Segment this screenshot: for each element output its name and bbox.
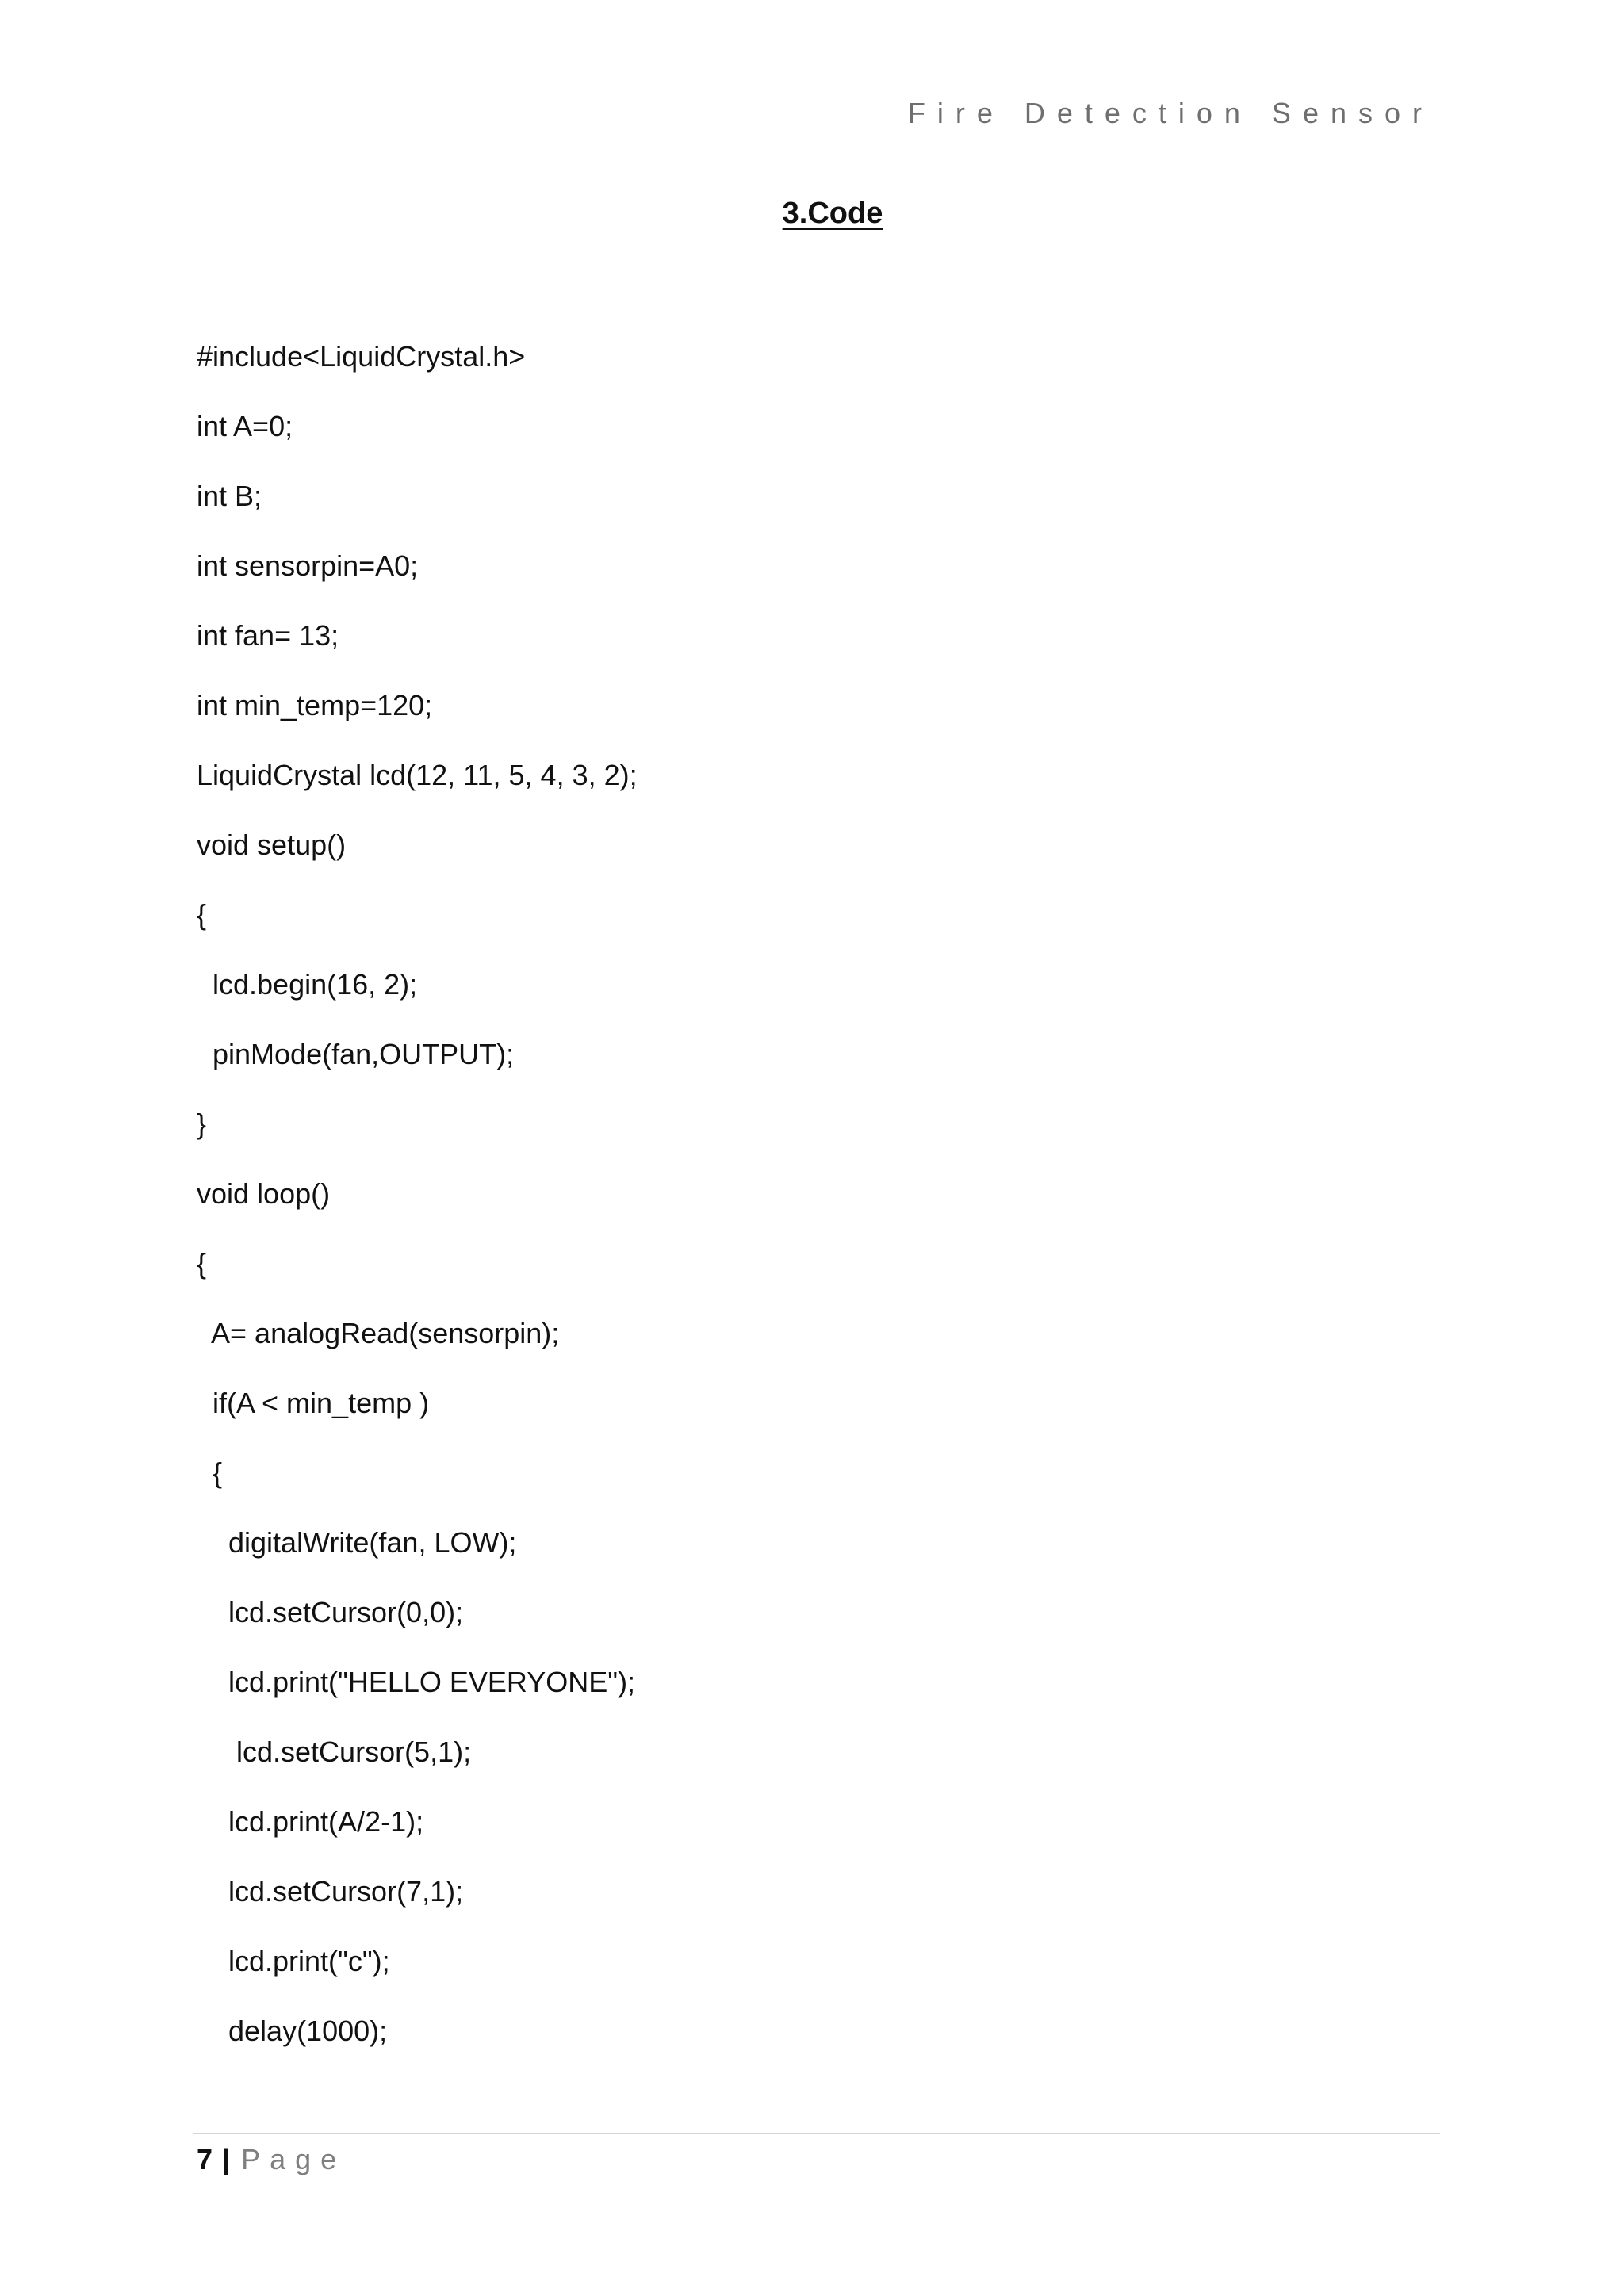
code-line: int sensorpin=A0; (197, 549, 419, 582)
code-line: lcd.print("HELLO EVERYONE"); (197, 1666, 636, 1698)
code-line: #include<LiquidCrystal.h> (197, 340, 526, 373)
code-listing (197, 335, 638, 2079)
code-line: LiquidCrystal lcd(12, 11, 5, 4, 3, 2); (197, 759, 638, 791)
footer-separator: | (222, 2143, 231, 2175)
code-line: { (197, 898, 207, 931)
code-line: lcd.print(A/2-1); (197, 1805, 424, 1838)
section-title: 3.Code (782, 197, 883, 230)
code-line: delay(1000); (197, 2015, 388, 2047)
code-line: lcd.setCursor(5,1); (197, 1735, 472, 1768)
code-line: void loop() (197, 1177, 331, 1210)
code-line: int min_temp=120; (197, 689, 433, 721)
code-line: lcd.setCursor(7,1); (197, 1875, 464, 1908)
code-line: lcd.setCursor(0,0); (197, 1596, 464, 1628)
code-line: digitalWrite(fan, LOW); (197, 1526, 517, 1559)
code-line: A= analogRead(sensorpin); (197, 1317, 560, 1349)
code-line: { (197, 1247, 207, 1280)
code-line: } (197, 1108, 207, 1140)
code-line: lcd.begin(16, 2); (197, 968, 418, 1001)
code-line: int A=0; (197, 410, 293, 442)
page-label: Page (241, 2143, 347, 2175)
footer-divider (193, 2133, 1440, 2134)
page-footer (197, 2139, 346, 2180)
code-line: pinMode(fan,OUTPUT); (197, 1038, 515, 1070)
code-line: int B; (197, 480, 262, 512)
code-line: lcd.print("c"); (197, 1945, 390, 1977)
code-line: { (197, 1456, 223, 1489)
running-header: Fire Detection Sensor (907, 97, 1434, 129)
code-line: if(A < min_temp ) (197, 1387, 430, 1419)
page-number: 7 (197, 2143, 213, 2175)
code-line: void setup() (197, 828, 347, 861)
code-line: int fan= 13; (197, 619, 339, 652)
